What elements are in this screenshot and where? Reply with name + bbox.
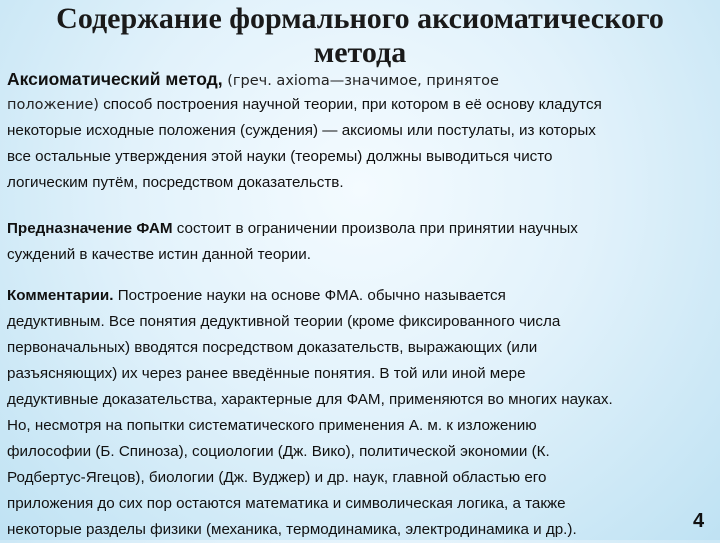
purpose-text: состоит в ограничении произвола при принятии научных	[172, 220, 578, 237]
comments-line-3: первоначальных) вводятся посредством доказательств, выражающих (или	[7, 339, 538, 356]
definition-line-5: логическим путём, посредством доказательств.	[7, 174, 344, 191]
comments-line-2: дедуктивным. Все понятия дедуктивной теории (кроме фиксированного числа	[7, 313, 561, 330]
comments-paragraph	[7, 283, 720, 543]
slide-title-line-2: метода	[313, 36, 407, 69]
definition-text: способ построения научной теории, при котором в её основу кладутся	[98, 96, 602, 113]
comments-line-6: Но, несмотря на попытки систематического применения А. м. к изложению	[7, 417, 537, 434]
slide-title-line-1: Содержание формального аксиоматического	[56, 2, 664, 35]
comments-line-7: философии (Б. Спиноза), социологии (Дж. Вико), политической экономии (К.	[7, 443, 550, 460]
comments-label: Комментарии.	[7, 287, 114, 304]
comments-line-8: Родбертус-Ягецов), биологии (Дж. Вуджер) и др. наук, главной областью его	[7, 469, 547, 486]
comments-line-10: некоторые разделы физики (механика, термодинамика, электродинамика и др.).	[7, 521, 577, 538]
definition-line-1	[7, 66, 720, 92]
comments-text: Построение науки на основе ФМА. обычно называется	[113, 287, 506, 304]
definition-term: Аксиоматический метод,	[7, 69, 223, 89]
purpose-line-1	[7, 216, 720, 242]
definition-etymology: (греч. axioma—значимое, принятое	[222, 73, 499, 89]
definition-etymology-end: положение)	[7, 97, 99, 113]
definition-line-4: все остальные утверждения этой науки (теоремы) должны выводиться чисто	[7, 148, 553, 165]
slide-title	[0, 2, 720, 70]
definition-line-2	[7, 92, 720, 118]
comments-line-4: разъясняющих) их через ранее введённые понятия. В той или иной мере	[7, 365, 526, 382]
comments-line-5: дедуктивные доказательства, характерные для ФАМ, применяются во многих науках.	[7, 391, 613, 408]
purpose-label: Предназначение ФАМ	[7, 220, 173, 237]
definition-paragraph	[7, 66, 720, 196]
comments-line-1	[7, 283, 720, 309]
purpose-line-2: суждений в качестве истин данной теории.	[7, 246, 311, 263]
comments-line-9: приложения до сих пор остаются математика и символическая логика, а также	[7, 495, 566, 512]
definition-line-3: некоторые исходные положения (суждения) — аксиомы или постулаты, из которых	[7, 122, 596, 139]
purpose-paragraph	[7, 216, 720, 268]
page-number: 4	[693, 510, 705, 532]
